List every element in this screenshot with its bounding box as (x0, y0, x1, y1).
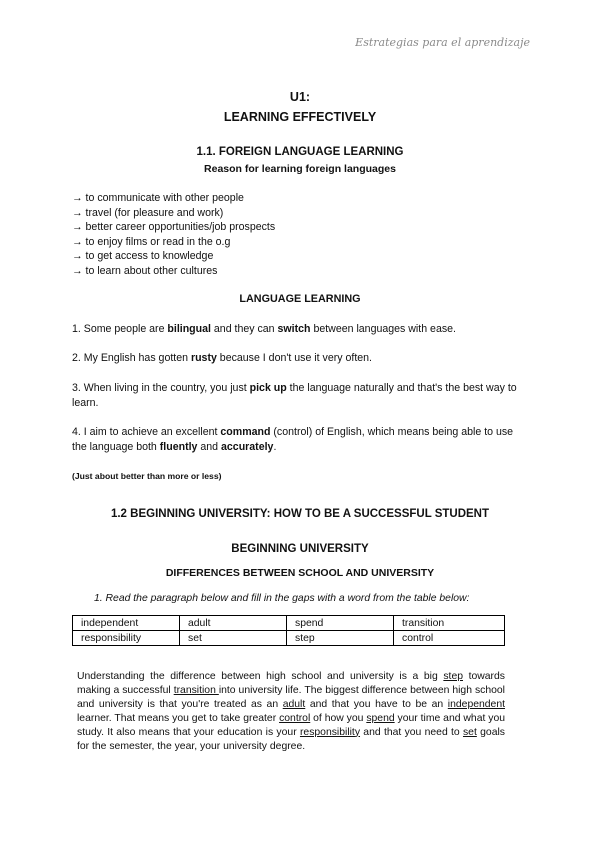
section-title-1-1: 1.1. FOREIGN LANGUAGE LEARNING (196, 146, 404, 158)
sentence-2: 2. My English has gotten rusty because I don't use it very often. (72, 352, 372, 364)
table-cell: spend (287, 616, 394, 631)
note: (Just about better than more or less) (72, 471, 222, 481)
list-item: → travel (for pleasure and work) (72, 206, 224, 219)
section-title-1-2: 1.2 BEGINNING UNIVERSITY: HOW TO BE A SUCCESSFUL STUDENT (110, 508, 490, 520)
section-subtitle-1-1: Reason for learning foreign languages (204, 163, 396, 175)
sentence-4: 4. I aim to achieve an excellent command (control) of English, which means being able to use the language both fluently and accurately. (72, 426, 514, 453)
filled-gap: independent (447, 698, 506, 710)
list-item: → better career opportunities/job prospects (72, 221, 276, 234)
table-cell: set (180, 631, 287, 646)
list-item: → to get access to knowledge (72, 250, 214, 263)
unit-label: U1: (289, 90, 311, 104)
filled-gap: responsibility (299, 726, 361, 738)
unit-title: LEARNING EFFECTIVELY (223, 110, 377, 124)
instruction: 1. Read the paragraph below and fill in the gaps with a word from the table below: (94, 593, 470, 604)
reasons-list (72, 191, 275, 279)
word-table (72, 615, 505, 646)
section-subtitle-1-2: BEGINNING UNIVERSITY (231, 543, 369, 555)
filled-gap: control (279, 712, 311, 724)
table-cell: control (394, 631, 505, 646)
filled-gap: set (462, 726, 477, 738)
header-note: Estrategias para el aprendizaje (355, 36, 530, 49)
table-cell: step (287, 631, 394, 646)
differences-title: DIFFERENCES BETWEEN SCHOOL AND UNIVERSITY (165, 567, 435, 579)
list-item: → to learn about other cultures (72, 264, 218, 277)
table-cell: transition (394, 616, 505, 631)
table-cell: responsibility (73, 631, 180, 646)
table-row (73, 631, 505, 646)
table-cell: independent (73, 616, 180, 631)
filled-gap: adult (282, 698, 306, 710)
list-item: → to enjoy films or read in the o.g (72, 235, 231, 248)
table-cell: adult (180, 616, 287, 631)
filled-gap: transition (173, 684, 219, 696)
gap-fill-paragraph: Understanding the difference between high school and university is a big step towards making a successful transition into university life. The biggest difference between high school and university is that you're treated as an adult and that you have to be an independent learner. That means you get to take greater control of how you spend your time and what you study. It also means that your education is your responsibility and that you need to set goals for the semester, the year, your university degree. (77, 671, 506, 752)
table-row (73, 616, 505, 631)
filled-gap: spend (366, 712, 395, 724)
sentence-1: 1. Some people are bilingual and they can switch between languages with ease. (72, 323, 456, 335)
language-learning-title: LANGUAGE LEARNING (239, 293, 361, 305)
filled-gap: step (443, 671, 463, 682)
list-item: → to communicate with other people (72, 192, 244, 204)
sentence-3: 3. When living in the country, you just pick up the language naturally and that's the best way to learn. (72, 382, 517, 409)
